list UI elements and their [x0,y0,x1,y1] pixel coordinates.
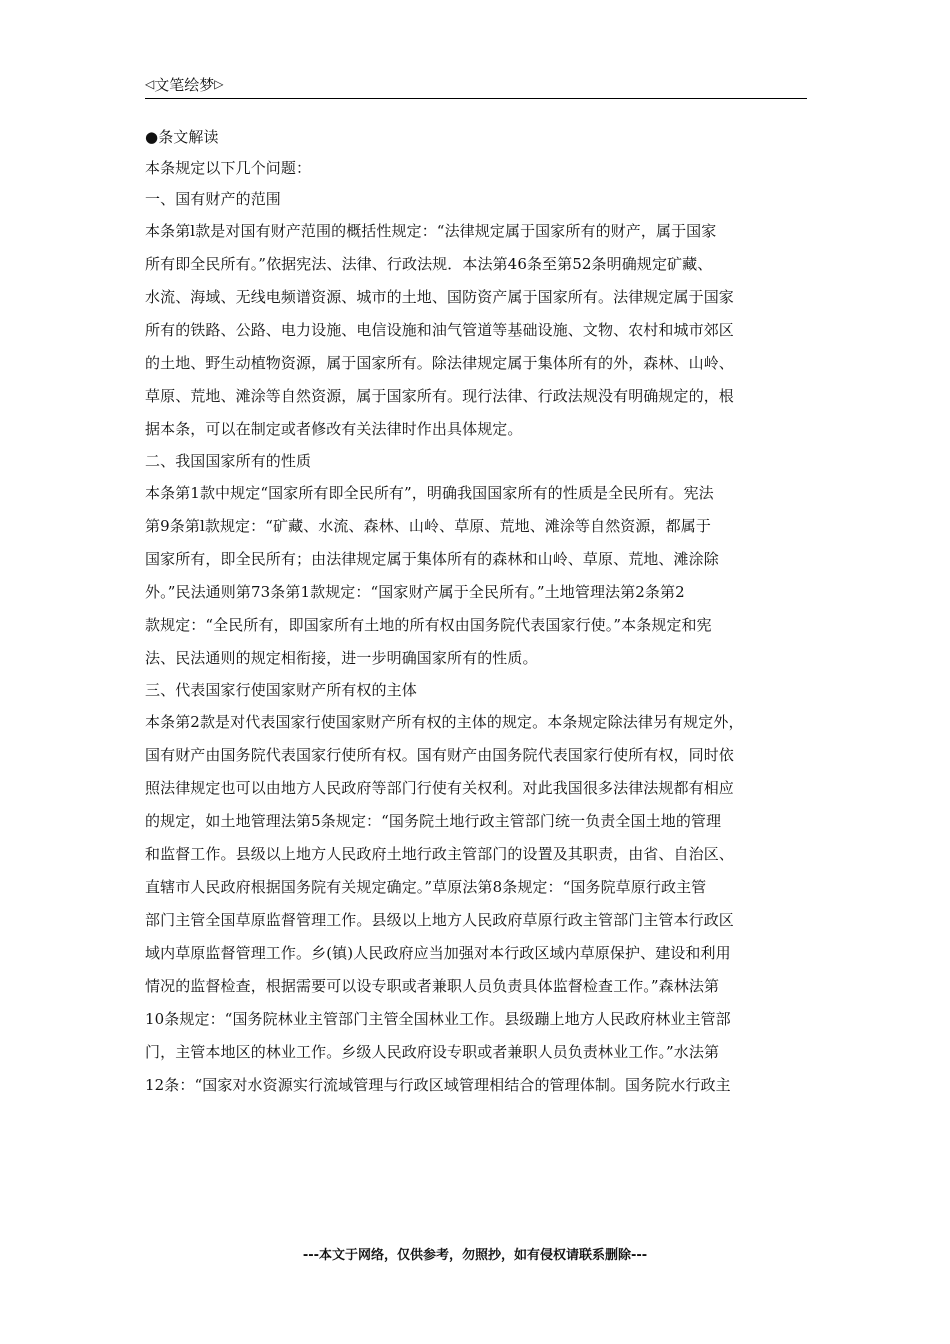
paragraph-line: 部门主管全国草原监督管理工作。县级以上地方人民政府草原行政主管部门主管本行政区 [145,911,734,929]
paragraph-line: 情况的监督检查，根据需要可以设专职或者兼职人员负责具体监督检查工作。”森林法第 [145,977,720,995]
header-title: 文笔绘梦 [154,76,215,94]
paragraph-line: 域内草原监督管理工作。乡(镇)人民政府应当加强对本行政区域内草原保护、建设和利用 [145,944,731,962]
section-heading: ●条文解读 [145,128,219,146]
left-triangle-icon: ◁ [145,77,155,91]
page-header [145,74,807,99]
paragraph-line: 款规定：“全民所有，即国家所有土地的所有权由国务院代表国家行使。”本条规定和宪 [145,616,712,634]
paragraph-line: 和监督工作。县级以上地方人民政府土地行政主管部门的设置及其职责，由省、自治区、 [145,845,734,863]
paragraph-line: 据本条，可以在制定或者修改有关法律时作出具体规定。 [145,420,523,438]
paragraph-line: 本条第l款是对国有财产范围的概括性规定：“法律规定属于国家所有的财产，属于国家 [145,222,717,240]
paragraph-line: 国有财产由国务院代表国家行使所有权。国有财产由国务院代表国家行使所有权，同时依 [145,746,734,764]
paragraph-line: 12条：“国家对水资源实行流域管理与行政区域管理相结合的管理体制。国务院水行政主 [145,1076,731,1094]
paragraph-line: 照法律规定也可以由地方人民政府等部门行使有关权利。对此我国很多法律法规都有相应 [145,779,734,797]
paragraph-line: 第9条第l款规定：“矿藏、水流、森林、山岭、草原、荒地、滩涂等自然资源，都属于 [145,517,711,535]
document-body [145,122,817,1102]
paragraph-line: 所有的铁路、公路、电力设施、电信设施和油气管道等基础设施、文物、农村和城市郊区 [145,321,734,339]
paragraph-line: 国家所有，即全民所有；由法律规定属于集体所有的森林和山岭、草原、荒地、滩涂除 [145,550,719,568]
footer-disclaimer: ---本文于网络，仅供参考，勿照抄，如有侵权请联系删除--- [302,1248,648,1263]
paragraph-line: 本条第2款是对代表国家行使国家财产所有权的主体的规定。本条规定除法律另有规定外， [145,713,744,731]
paragraph-line: 所有即全民所有。”依据宪法、法律、行政法规．本法第46条至第52条明确规定矿藏、 [145,255,713,273]
paragraph-line: 门，主管本地区的林业工作。乡级人民政府设专职或者兼职人员负责林业工作。”水法第 [145,1043,720,1061]
subsection-heading: 二、我国国家所有的性质 [145,452,312,470]
subsection-heading: 一、国有财产的范围 [145,190,281,208]
paragraph-line: 草原、荒地、滩涂等自然资源，属于国家所有。现行法律、行政法规没有明确规定的，根 [145,387,734,405]
paragraph-line: 的规定，如土地管理法第5条规定：“国务院土地行政主管部门统一负责全国土地的管理 [145,812,722,830]
paragraph-line: 本条第1款中规定“国家所有即全民所有”，明确我国国家所有的性质是全民所有。宪法 [145,484,714,502]
subsection-heading: 三、代表国家行使国家财产所有权的主体 [145,681,417,699]
header-title-group [145,76,223,94]
paragraph-line: 法、民法通则的规定相衔接，进一步明确国家所有的性质。 [145,649,538,667]
paragraph-line: 10条规定：“国务院林业主管部门主管全国林业工作。县级蹦上地方人民政府林业主管部 [145,1010,731,1028]
paragraph-line: 的土地、野生动植物资源，属于国家所有。除法律规定属于集体所有的外，森林、山岭、 [145,354,734,372]
paragraph-line: 直辖市人民政府根据国务院有关规定确定。”草原法第8条规定：“国务院草原行政主管 [145,878,707,896]
paragraph-line: 水流、海域、无线电频谱资源、城市的土地、国防资产属于国家所有。法律规定属于国家 [145,288,734,306]
paragraph-line: 外。”民法通则第73条第1款规定：“国家财产属于全民所有。”土地管理法第2条第2 [145,583,685,601]
paragraph-line: 本条规定以下几个问题： [145,159,312,177]
right-triangle-icon: ▷ [214,77,224,91]
